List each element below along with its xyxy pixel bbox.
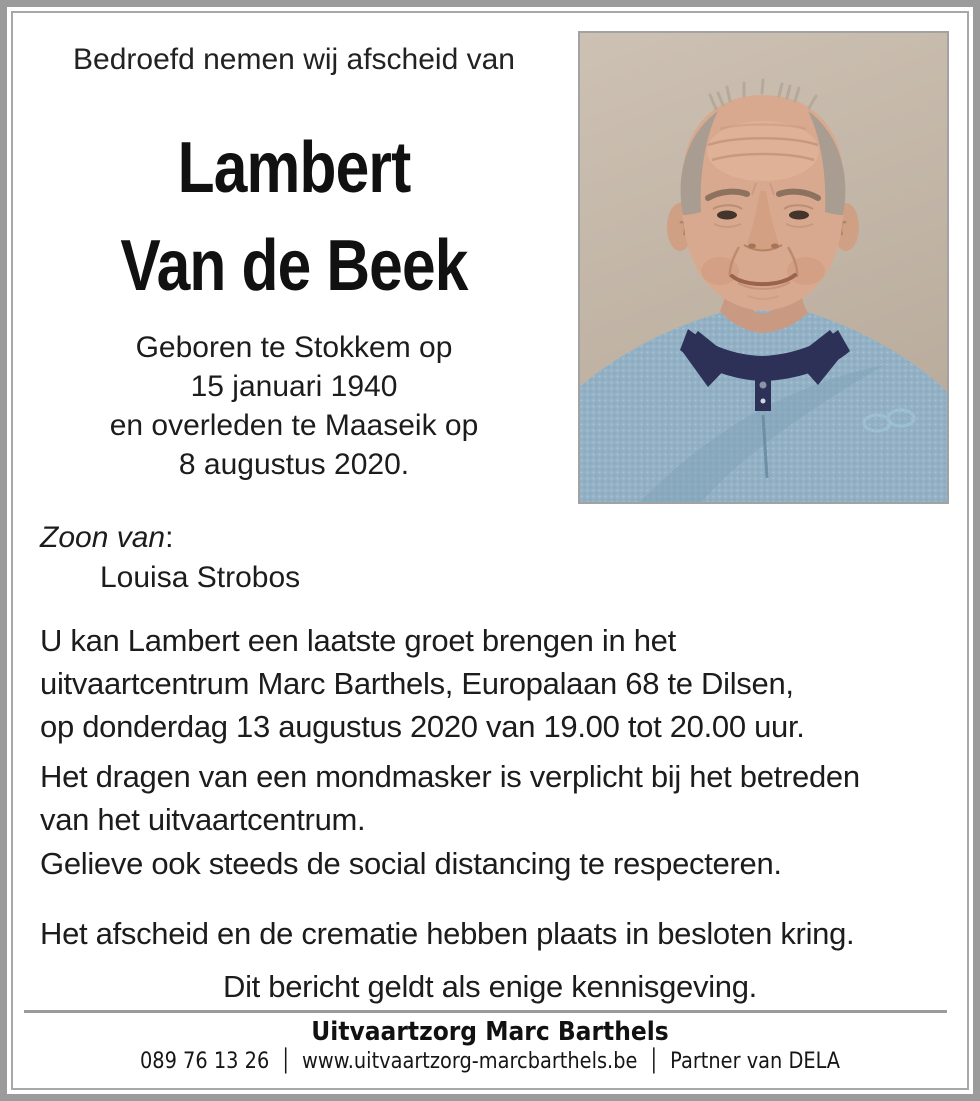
distancing-line: Gelieve ook steeds de social distancing te respecteren. (40, 846, 782, 881)
birth-death-block (24, 328, 564, 484)
birth-place-line: Geboren te Stokkem op (135, 331, 453, 364)
relation-label (40, 520, 173, 556)
portrait-photo (578, 31, 949, 504)
mask-paragraph (40, 755, 860, 841)
relation-label-text: Zoon van (40, 521, 166, 554)
footer-contact-line (80, 1048, 900, 1075)
opening-line: Bedroefd nemen wij afscheid van (73, 43, 515, 76)
visitation-paragraph (40, 619, 805, 748)
deceased-last-name: Van de Beek (120, 226, 468, 306)
deceased-name (67, 119, 521, 315)
footer-divider (24, 1010, 947, 1013)
funeral-home-name: Uitvaartzorg Marc Barthels (311, 1017, 669, 1047)
footer-website: www.uitvaartzorg-marcbarthels.be (302, 1049, 638, 1074)
death-date-line: 8 augustus 2020. (178, 448, 410, 481)
footer-separator: │ (647, 1049, 660, 1074)
sole-notice-line: Dit bericht geldt als enige kennisgeving. (223, 969, 757, 1004)
footer-partner: Partner van DELA (670, 1049, 841, 1074)
footer-separator: │ (279, 1049, 292, 1074)
visitation-line: U kan Lambert een laatste groet brengen in het (40, 623, 676, 658)
relation-colon: : (165, 521, 174, 554)
visitation-line: uitvaartcentrum Marc Barthels, Europalaan 68 te Dilsen, (40, 666, 794, 701)
death-place-line: en overleden te Maaseik op (109, 409, 479, 442)
mask-line: van het uitvaartcentrum. (40, 802, 366, 837)
mask-line: Het dragen van een mondmasker is verplicht bij het betreden (40, 759, 860, 794)
deceased-first-name: Lambert (177, 128, 411, 208)
private-ceremony-line: Het afscheid en de crematie hebben plaats in besloten kring. (40, 916, 855, 951)
relation-name: Louisa Strobos (100, 561, 301, 594)
birth-date-line: 15 januari 1940 (190, 370, 398, 403)
footer-phone: 089 76 13 26 (139, 1049, 270, 1074)
portrait-man (580, 33, 947, 502)
visitation-line: op donderdag 13 augustus 2020 van 19.00 tot 20.00 uur. (40, 709, 805, 744)
